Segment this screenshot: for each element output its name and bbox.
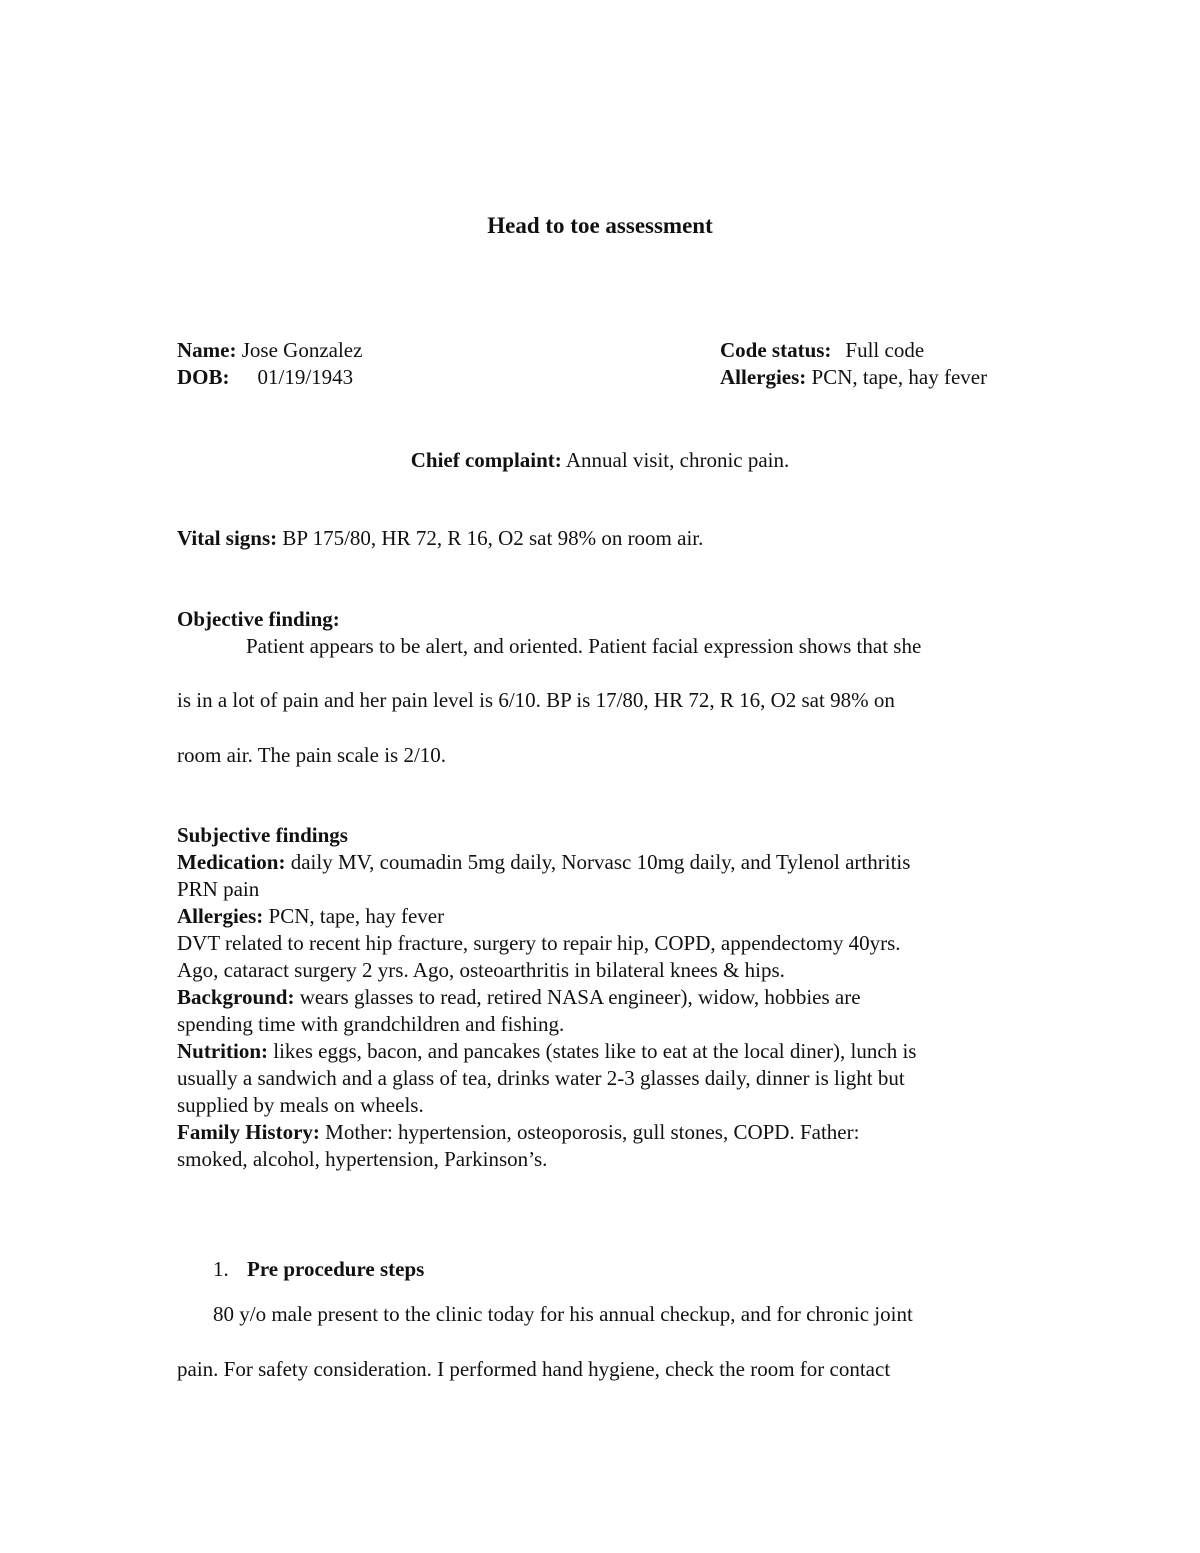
nutrition-line3: supplied by meals on wheels. [177, 1093, 424, 1117]
vital-signs-value: BP 175/80, HR 72, R 16, O2 sat 98% on room air. [282, 526, 704, 550]
medication-row [177, 849, 910, 876]
objective-line: Patient appears to be alert, and oriented. Patient facial expression shows that she [246, 634, 922, 658]
code-status-row [720, 337, 924, 364]
objective-heading: Objective finding: [177, 607, 340, 631]
subjective-allergies-label: Allergies: [177, 904, 264, 928]
nutrition-label: Nutrition: [177, 1039, 268, 1063]
objective-line: is in a lot of pain and her pain level is 6/10. BP is 17/80, HR 72, R 16, O2 sat 98% on [177, 688, 895, 712]
allergies-row [720, 364, 987, 391]
section-body-line: pain. For safety consideration. I performed hand hygiene, check the room for contact [177, 1357, 891, 1381]
subjective-allergies-value: PCN, tape, hay fever [268, 904, 445, 928]
name-value: Jose Gonzalez [241, 338, 363, 362]
background-label: Background: [177, 985, 295, 1009]
background-row [177, 984, 861, 1011]
subjective-allergies-row [177, 903, 444, 930]
chief-complaint-value: Annual visit, chronic pain. [565, 448, 790, 472]
family-history-row [177, 1119, 859, 1146]
nutrition-line2: usually a sandwich and a glass of tea, drinks water 2-3 glasses daily, dinner is light but [177, 1066, 905, 1090]
family-history-line2: smoked, alcohol, hypertension, Parkinson’s. [177, 1147, 548, 1171]
section-heading: Pre procedure steps [247, 1257, 425, 1281]
family-history-label: Family History: [177, 1120, 320, 1144]
document-title: Head to toe assessment [487, 213, 713, 238]
allergies-label: Allergies: [720, 365, 807, 389]
chief-complaint-label: Chief complaint: [410, 448, 562, 472]
code-status-value: Full code [845, 338, 925, 362]
medication-label: Medication: [177, 850, 286, 874]
chief-complaint [0, 447, 1200, 474]
allergies-value: PCN, tape, hay fever [811, 365, 988, 389]
vital-signs [177, 525, 703, 552]
history-line: DVT related to recent hip fracture, surgery to repair hip, COPD, appendectomy 40yrs. [177, 931, 901, 955]
dob-label: DOB: [177, 365, 230, 389]
dob-value: 01/19/1943 [257, 365, 354, 389]
subjective-heading: Subjective findings [177, 823, 348, 847]
history-line: Ago, cataract surgery 2 yrs. Ago, osteoarthritis in bilateral knees & hips. [177, 958, 785, 982]
background-line2: spending time with grandchildren and fishing. [177, 1012, 565, 1036]
objective-line: room air. The pain scale is 2/10. [177, 743, 447, 767]
nutrition-value: likes eggs, bacon, and pancakes (states like to eat at the local diner), lunch is [273, 1039, 917, 1063]
section-body-line: 80 y/o male present to the clinic today for his annual checkup, and for chronic joint [213, 1302, 913, 1326]
vital-signs-label: Vital signs: [177, 526, 278, 550]
background-value: wears glasses to read, retired NASA engineer), widow, hobbies are [299, 985, 861, 1009]
code-status-label: Code status: [720, 338, 832, 362]
section-number: 1. [213, 1257, 229, 1281]
nutrition-row [177, 1038, 916, 1065]
patient-name-row [177, 337, 362, 364]
dob-row [177, 364, 353, 391]
medication-value: daily MV, coumadin 5mg daily, Norvasc 10mg daily, and Tylenol arthritis [290, 850, 911, 874]
family-history-value: Mother: hypertension, osteoporosis, gull stones, COPD. Father: [325, 1120, 860, 1144]
name-label: Name: [177, 338, 237, 362]
medication-line2: PRN pain [177, 877, 260, 901]
